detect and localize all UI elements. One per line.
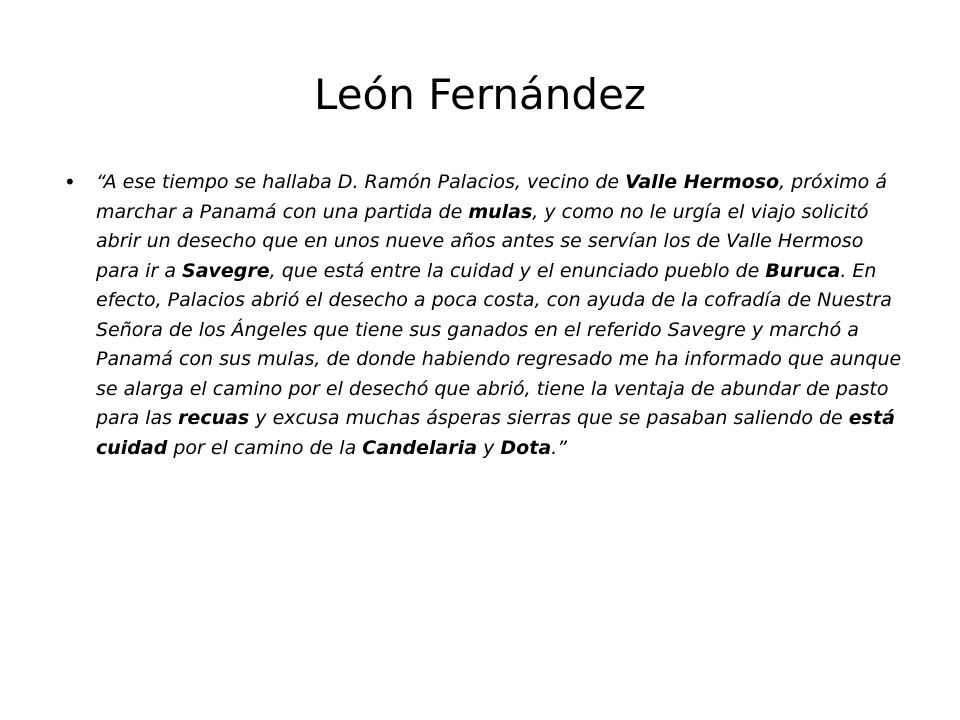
quote-segment-bold: Candelaria xyxy=(362,436,478,459)
quote-segment: por el camino de la xyxy=(167,436,363,459)
quote-segment: “A ese tiempo se hallaba D. Ramón Palacios, vecino de xyxy=(96,171,626,193)
quote-segment: y excusa muchas ásperas sierras que se pasaban saliendo de xyxy=(249,407,849,429)
quote-segment: , que está entre la cuidad y el enunciado pueblo de xyxy=(269,259,766,282)
quote-segment-bold: Valle Hermoso xyxy=(625,171,780,193)
quote-segment: . En efecto, Palacios abrió el desecho a poca costa, con ayuda de la cofradía de Nuestra Señora de los Ángeles que tiene sus ganados en el referido Savegre y marchó a Panamá con sus mulas, de donde habiendo regresado me ha informado que aunque se alarga el camino por el desechó que abrió, tiene la ventaja de abundar de pasto para las xyxy=(96,259,902,429)
quote-segment-bold: Buruca xyxy=(765,259,841,282)
slide-body xyxy=(62,168,912,463)
slide-title: León Fernández xyxy=(314,70,646,119)
quote-segment: , próximo á marchar a Panamá con una partida de xyxy=(96,171,887,223)
quote-segment: , y como no le urgía el viajo solicitó abrir un desecho que en unos nueve años antes se servían los de Valle Hermoso para ir a xyxy=(96,200,869,282)
quote-segment: .” xyxy=(551,436,568,459)
bullet-item xyxy=(62,168,912,463)
quote-segment-bold: Dota xyxy=(500,436,552,459)
quote-segment: y xyxy=(477,436,501,459)
quote-text xyxy=(96,168,908,463)
quote-segment-bold: mulas xyxy=(468,200,533,223)
quote-segment-bold: está cuidad xyxy=(96,407,895,459)
bullet-dot-icon: • xyxy=(64,170,76,194)
quote-segment-bold: Savegre xyxy=(182,259,270,282)
quote-segment-bold: recuas xyxy=(178,407,250,429)
